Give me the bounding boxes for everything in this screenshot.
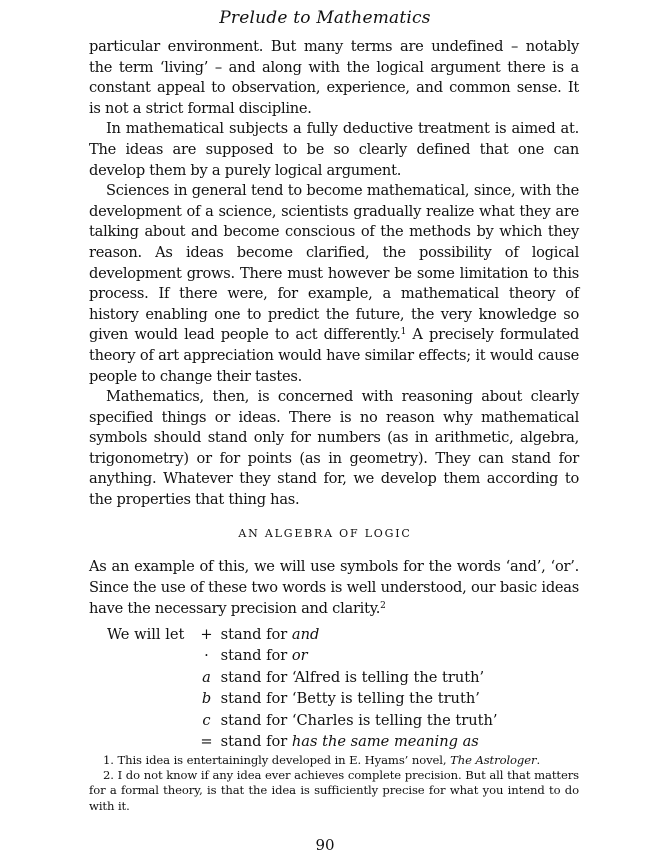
footnote-marker: 1 (400, 327, 407, 338)
body-text (89, 37, 579, 511)
symbol-meaning: has the same meaning as (291, 733, 479, 751)
symbol-row (107, 710, 577, 731)
paragraph-text: As an example of this, we will use symbols for the words ‘and’, ‘or’. Since the use of these two words is well understood, our basic ideas have the necessary precision and clarity. (89, 558, 579, 617)
section-heading: AN ALGEBRA OF LOGIC (238, 527, 412, 540)
symbol-text: stand for ‘Alfred is telling the truth’ (220, 668, 485, 686)
symbol: = (200, 733, 213, 751)
paragraph: In mathematical subjects a fully deductive treatment is aimed at. The ideas are supposed to be so clearly defined that one can develop them by a purely logical argument. (89, 120, 579, 179)
footnote-text: 1. This idea is entertainingly developed in E. Hyams’ novel, (103, 753, 451, 767)
symbol: + (200, 626, 213, 643)
paragraph (89, 556, 579, 619)
symbol: · (204, 647, 209, 665)
symbol: c (202, 711, 211, 729)
symbol-text: stand for (220, 626, 292, 643)
symbol-text: stand for ‘Betty is telling the truth’ (220, 690, 480, 708)
paragraph-text: A precisely formulated theory of art appreciation would have similar effects; it would cause people to change their tastes. (89, 326, 580, 385)
paragraph-text: Sciences in general tend to become mathematical, since, with the development of a science, scientists gradually realize what they are talking about and become conscious of the methods by which they reason. As ideas become clarified, the possibility of logical development grows. There must however be some limitation to this process. If there were, for example, a mathematical theory of history enabling one to predict the future, the very knowledge so given would lead people to act differently. (89, 182, 579, 344)
footnote-book-title: The Astrologer (450, 753, 537, 767)
symbol-text: stand for (220, 733, 292, 751)
running-head: Prelude to Mathematics (219, 8, 431, 28)
symbol-text: stand for (220, 647, 292, 665)
symbol-row (107, 731, 577, 752)
footnote-marker: 2 (380, 601, 386, 611)
page-number: 90 (315, 836, 335, 854)
symbol-text: stand for ‘Charles is telling the truth’ (220, 711, 498, 729)
section-body (89, 556, 579, 619)
paragraph (89, 181, 579, 387)
symbol-row (107, 688, 577, 709)
footnote-text: . (536, 753, 541, 767)
paragraph: particular environment. But many terms are undefined – notably the term ‘living’ – and along with the logical argument there is a constant appeal to observation, experience, and common sense. It is not a strict formal discipline. (89, 38, 579, 117)
symbol-row (107, 645, 577, 666)
symbol: a (202, 668, 211, 686)
symbol-meaning: or (291, 647, 308, 665)
footnote: 2. I do not know if any idea ever achieves complete precision. But all that matters for a formal theory, is that the idea is sufficiently precise for what you intend to do with it. (89, 768, 579, 813)
footnotes (89, 753, 579, 814)
paragraph: Mathematics, then, is concerned with reasoning about clearly specified things or ideas. There is no reason why mathematical symbols should stand only for numbers (as in arithmetic, algebra, trigonometry) or for points (as in geometry). They can stand for anything. Whatever they stand for, we develop them according to the properties that thing has. (89, 388, 579, 509)
symbol: b (201, 690, 212, 708)
symbol-definitions (107, 624, 577, 752)
symbol-row (107, 667, 577, 688)
footnote (89, 753, 579, 768)
symbol-row (107, 624, 577, 645)
symbols-intro: We will let (107, 626, 185, 643)
symbol-meaning: and (291, 626, 320, 643)
